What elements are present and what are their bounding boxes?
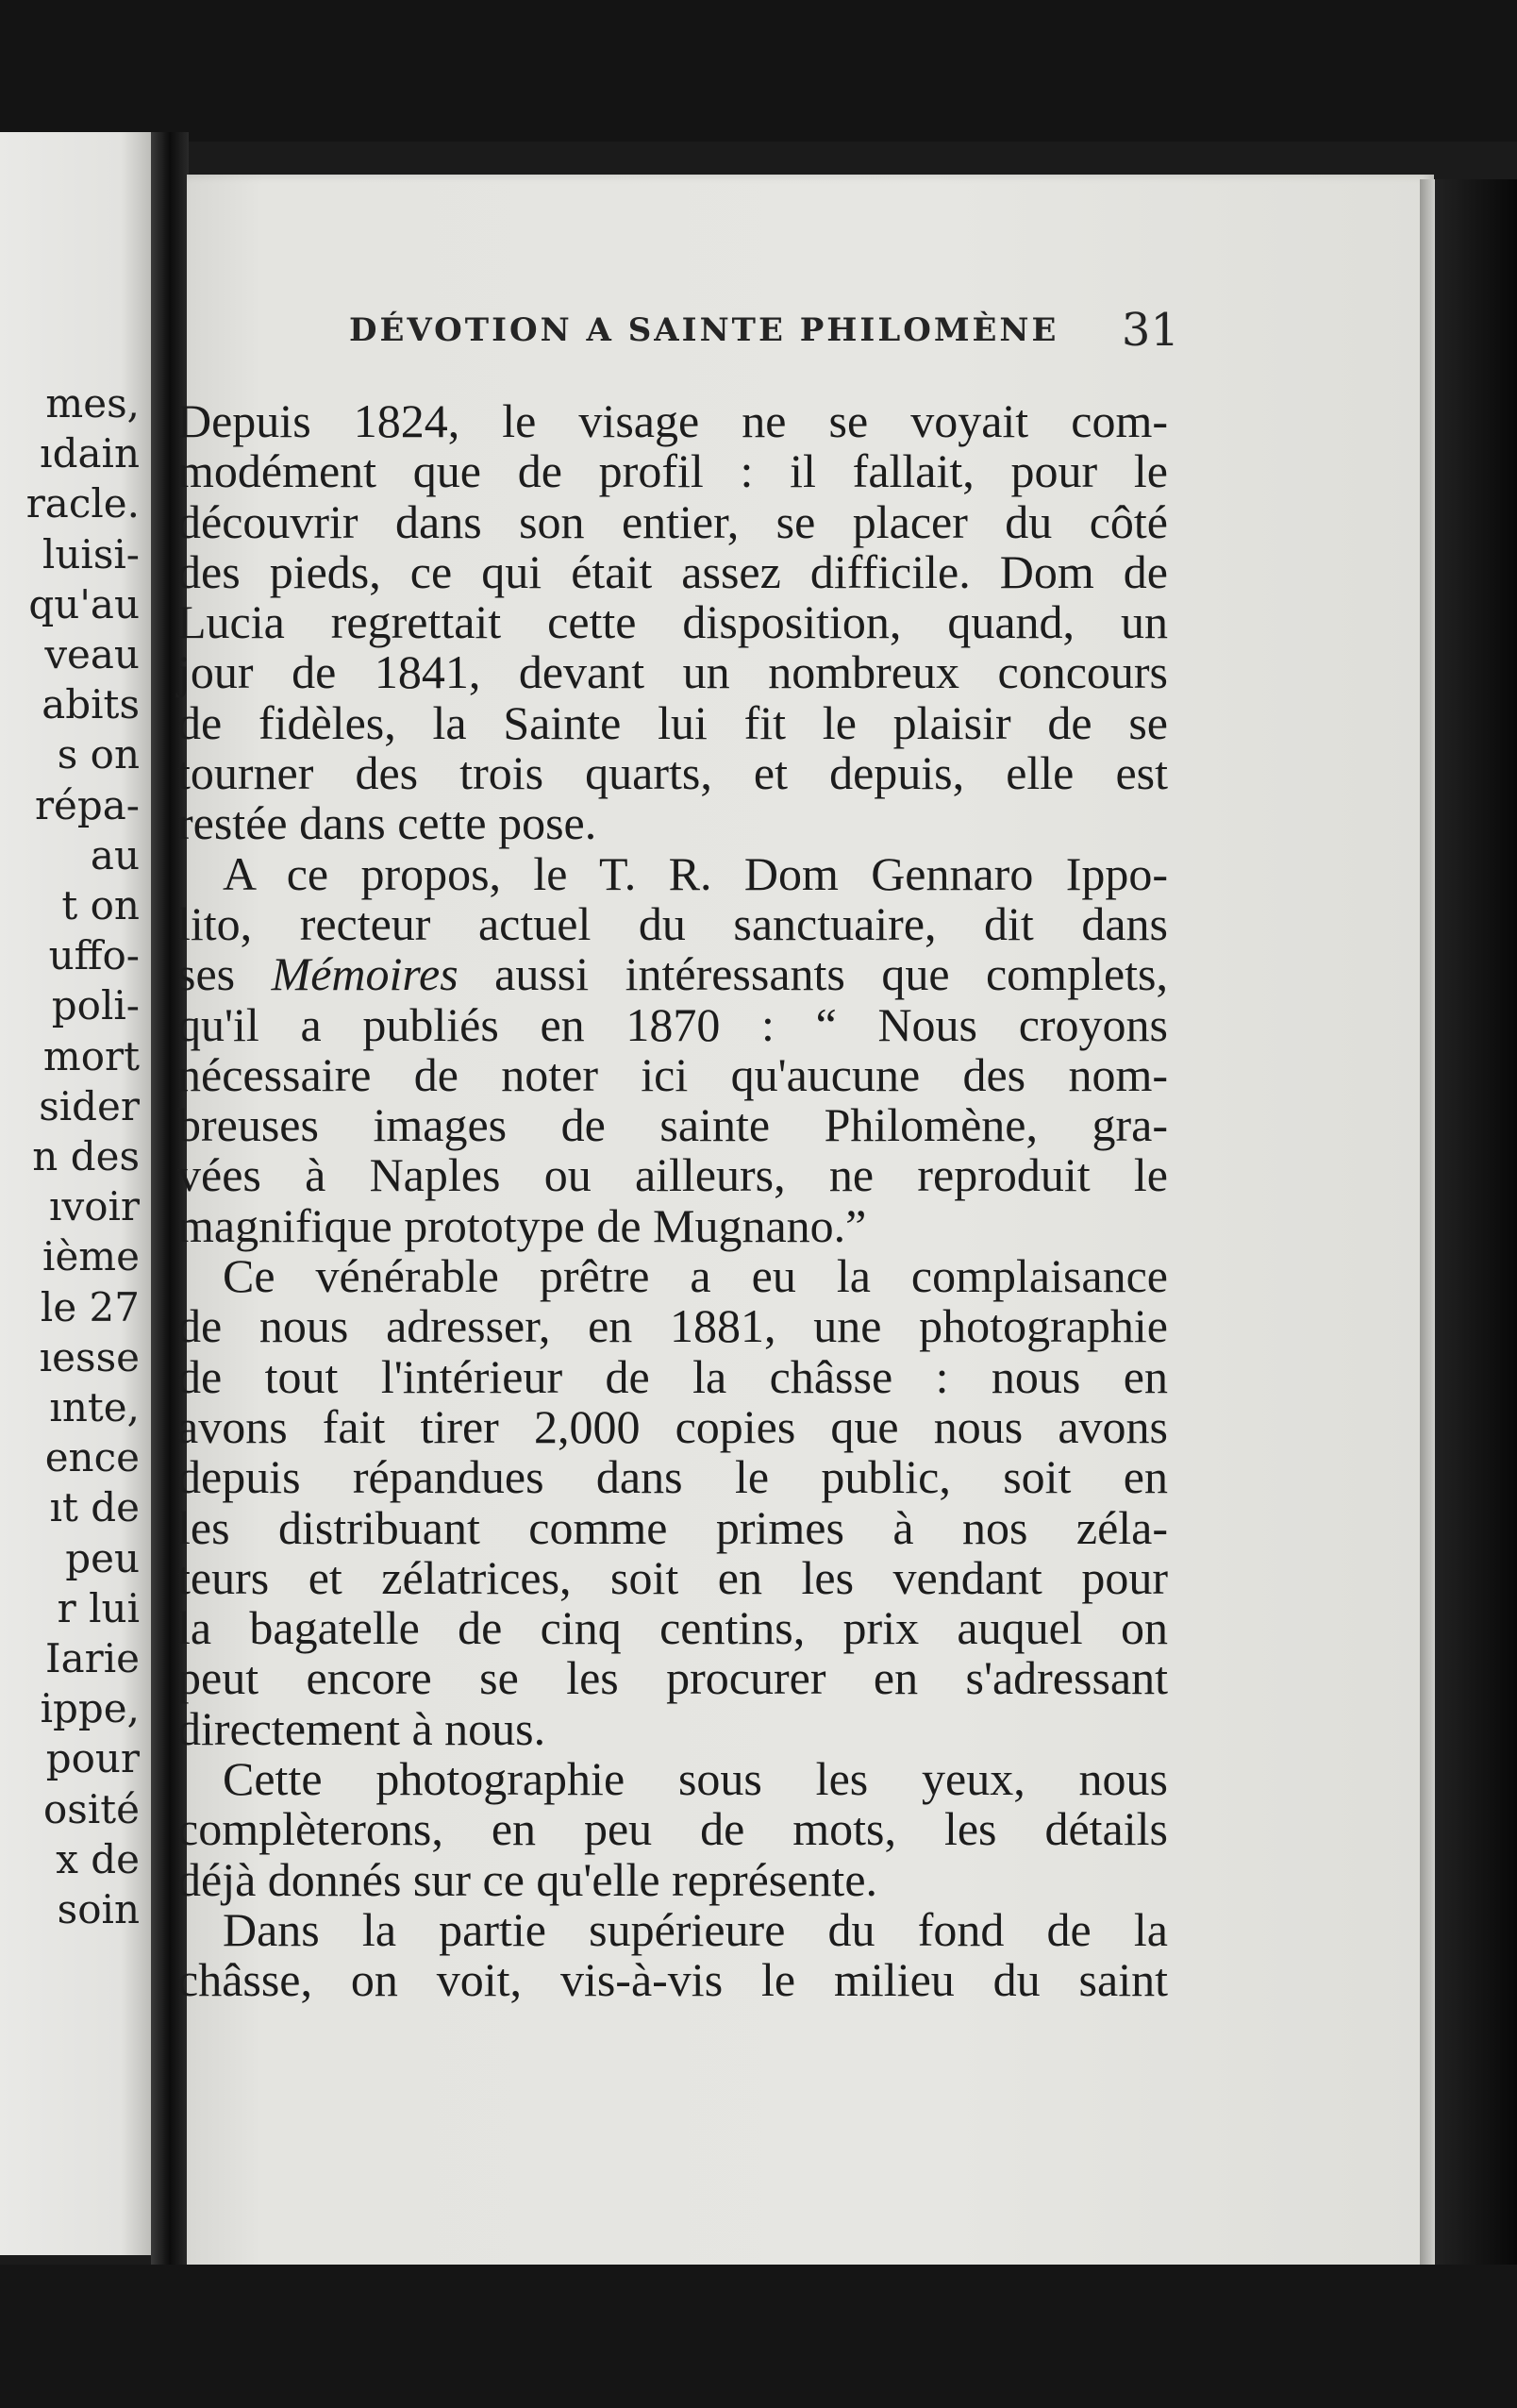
facing-page-line: qu'au bbox=[28, 580, 140, 627]
text-line: lito, recteur actuel du sanctuaire, dit dans bbox=[177, 896, 1168, 950]
book-binding bbox=[1435, 179, 1517, 2283]
text-line: modément que de profil : il fallait, pour le bbox=[177, 444, 1168, 498]
facing-page-line: luisi- bbox=[42, 530, 140, 577]
facing-page-line: t on bbox=[61, 882, 140, 928]
text-line: restée dans cette pose. bbox=[177, 796, 597, 850]
text-line: les distribuant comme primes à nos zéla- bbox=[177, 1500, 1168, 1554]
facing-page-line: ıvoir bbox=[49, 1183, 140, 1230]
page-body-text bbox=[177, 396, 1168, 2006]
page-number: 31 bbox=[1121, 304, 1179, 357]
scan-bottom-background bbox=[0, 2265, 1517, 2408]
facing-page-line: uffo- bbox=[48, 932, 140, 979]
text-line: châsse, on voit, vis-à-vis le milieu du saint bbox=[177, 1953, 1168, 2007]
scan-top-background bbox=[0, 0, 1517, 142]
facing-page-line: abits bbox=[42, 681, 140, 728]
text-line: des pieds, ce qui était assez difficile. Dom de bbox=[177, 544, 1168, 598]
text-line: de tout l'intérieur de la châsse : nous en bbox=[177, 1349, 1168, 1403]
facing-page-line: mes, bbox=[45, 380, 140, 426]
facing-page-line: soin bbox=[57, 1886, 140, 1932]
text-line: de nous adresser, en 1881, une photographie bbox=[177, 1299, 1168, 1353]
facing-page-line: le 27 bbox=[40, 1283, 140, 1330]
facing-page-line: x de bbox=[56, 1835, 140, 1882]
text-line: complèterons, en peu de mots, les détails bbox=[177, 1802, 1168, 1856]
facing-page-line: au bbox=[90, 831, 140, 878]
text-line: peut encore se les procurer en s'adressant bbox=[177, 1651, 1168, 1705]
text-line: depuis répandues dans le public, soit en bbox=[177, 1450, 1168, 1504]
facing-page-line: poli- bbox=[51, 982, 140, 1029]
facing-page-fragment bbox=[0, 132, 151, 2255]
facing-page-line: s on bbox=[57, 731, 140, 778]
text-line: Lucia regrettait cette disposition, quand, un bbox=[177, 595, 1168, 649]
facing-page-line: ıt de bbox=[49, 1484, 140, 1531]
facing-page-line: ıesse bbox=[39, 1333, 140, 1380]
facing-page-line: osité bbox=[42, 1785, 140, 1832]
text-line: directement à nous. bbox=[177, 1701, 546, 1755]
facing-page-line: ınte, bbox=[49, 1384, 140, 1430]
facing-page-line: ence bbox=[44, 1434, 140, 1481]
text-line: A ce propos, le T. R. Dom Gennaro Ippo- bbox=[223, 846, 1168, 900]
text-line: Depuis 1824, le visage ne se voyait com- bbox=[177, 394, 1168, 447]
text-line: avons fait tirer 2,000 copies que nous avons bbox=[177, 1399, 1168, 1453]
text-line: ses Mémoires aussi intéressants que complets, bbox=[177, 947, 1168, 1001]
facing-page-line: ıdain bbox=[40, 430, 140, 477]
text-line: magnifique prototype de Mugnano.” bbox=[177, 1198, 867, 1252]
text-line: tourner des trois quarts, et depuis, elle est bbox=[177, 746, 1168, 800]
text-line: qu'il a publiés en 1870 : “ Nous croyons bbox=[177, 997, 1168, 1051]
text-line: nécessaire de noter ici qu'aucune des nom- bbox=[177, 1047, 1168, 1101]
facing-page-line: sider bbox=[39, 1082, 140, 1129]
text-line: jour de 1841, devant un nombreux concours bbox=[177, 645, 1168, 699]
text-line: Dans la partie supérieure du fond de la bbox=[223, 1902, 1168, 1956]
facing-page-line: veau bbox=[44, 631, 140, 677]
text-line: de fidèles, la Sainte lui fit le plaisir de se bbox=[177, 695, 1168, 749]
facing-page-line: ième bbox=[42, 1233, 140, 1280]
text-line: la bagatelle de cinq centins, prix auquel on bbox=[177, 1601, 1168, 1655]
facing-page-line: n des bbox=[32, 1133, 140, 1179]
page-header bbox=[349, 304, 1179, 368]
facing-page-line: r lui bbox=[57, 1584, 140, 1631]
facing-page-line: peu bbox=[65, 1534, 140, 1581]
facing-page-line: mort bbox=[42, 1032, 140, 1079]
facing-page-line: ippe, bbox=[40, 1685, 140, 1732]
text-line: déjà donnés sur ce qu'elle représente. bbox=[177, 1852, 878, 1906]
text-line: Cette photographie sous les yeux, nous bbox=[223, 1752, 1168, 1806]
text-line: breuses images de sainte Philomène, gra- bbox=[177, 1098, 1168, 1152]
text-line: découvrir dans son entier, se placer du côté bbox=[177, 494, 1168, 548]
facing-page-line: répa- bbox=[34, 781, 140, 828]
text-line: Ce vénérable prêtre a eu la complaisance bbox=[223, 1249, 1168, 1303]
page-edge bbox=[1420, 179, 1435, 2274]
text-line: vées à Naples ou ailleurs, ne reproduit le bbox=[177, 1148, 1168, 1202]
facing-page-line: pour bbox=[45, 1735, 140, 1782]
text-line: teurs et zélatrices, soit en les vendant pour bbox=[177, 1550, 1168, 1604]
facing-page-line: Iarie bbox=[45, 1635, 140, 1681]
running-head: DÉVOTION A SAINTE PHILOMÈNE bbox=[349, 311, 1059, 349]
facing-page-line: racle. bbox=[25, 480, 140, 527]
